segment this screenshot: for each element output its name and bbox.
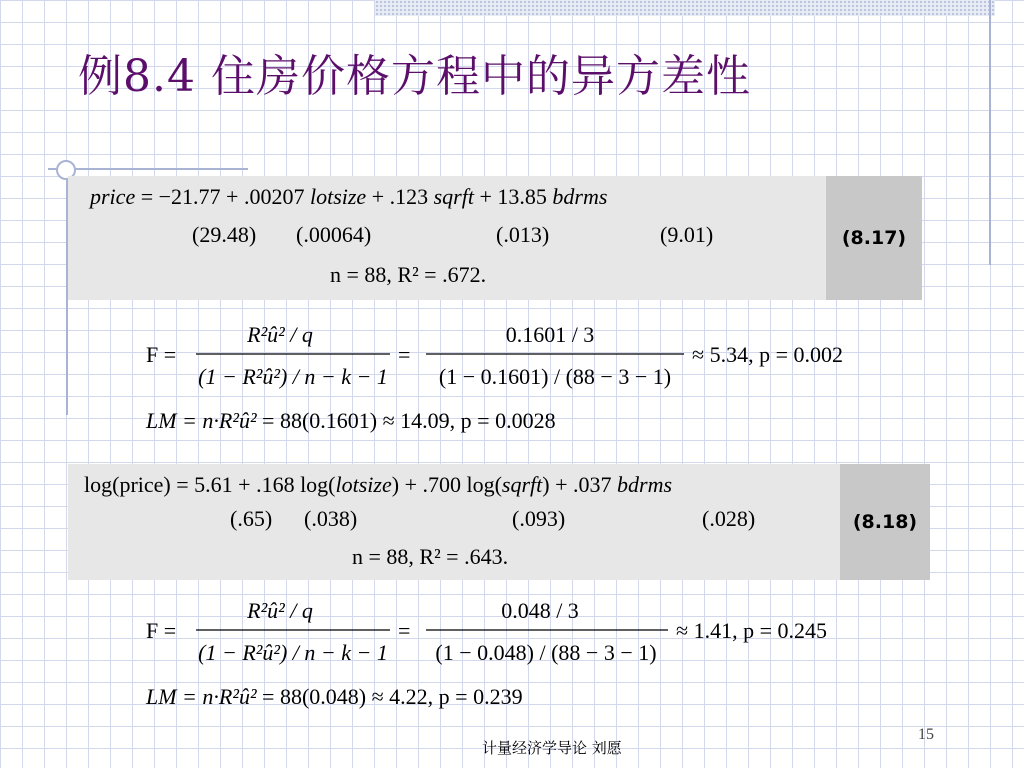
f-lhs: F = [146, 342, 177, 367]
f-lhs: F = [146, 618, 177, 643]
lm-lhs: LM = n·R²û² [146, 684, 257, 709]
f-denominator-value: (1 − 0.1601) / (88 − 3 − 1) [438, 364, 672, 389]
f-numerator-symbolic: R²û² / q [247, 598, 313, 623]
f-numerator-symbolic: R²û² / q [247, 322, 313, 347]
horizontal-decor-rule [48, 168, 248, 170]
lm-test-formula [146, 408, 556, 434]
equation-box-8-17 [68, 176, 922, 300]
footer-text: 计量经济学导论 刘愿 [482, 739, 622, 757]
lm-result: = 88(0.1601) ≈ 14.09, p = 0.0028 [262, 408, 556, 433]
equals-sign: = [398, 342, 411, 367]
regression-equation: price = −21.77 + .00207 lotsize + .123 sqrft + 13.85 bdrms [90, 184, 608, 209]
f-numerator-value: 0.1601 / 3 [505, 322, 595, 347]
standard-error: (.028) [702, 506, 756, 531]
fit-statistics: n = 88, R² = .672. [330, 262, 487, 287]
f-result: ≈ 1.41, p = 0.245 [676, 618, 827, 643]
f-result: ≈ 5.34, p = 0.002 [692, 342, 843, 367]
equation-box-8-18 [68, 464, 930, 580]
standard-error: (29.48) [192, 222, 257, 247]
dependent-variable: log(price) [84, 472, 171, 497]
slide-title: 例8.4 住房价格方程中的异方差性 [78, 51, 751, 102]
f-numerator-value: 0.048 / 3 [501, 598, 579, 623]
top-decor-band [375, 0, 995, 16]
standard-error: (.038) [304, 506, 358, 531]
fit-statistics: n = 88, R² = .643. [352, 544, 509, 569]
f-test-formula [140, 588, 920, 674]
standard-error: (9.01) [660, 222, 714, 247]
equals-sign: = [398, 618, 411, 643]
f-denominator-value: (1 − 0.048) / (88 − 3 − 1) [435, 640, 657, 665]
equation-number: (8.18) [840, 464, 930, 580]
f-denominator-symbolic: (1 − R²û²) / n − k − 1 [198, 640, 388, 665]
f-test-formula [140, 312, 920, 398]
standard-error: (.00064) [296, 222, 372, 247]
equation-number: (8.17) [826, 176, 922, 300]
lm-result: = 88(0.048) ≈ 4.22, p = 0.239 [262, 684, 523, 709]
f-denominator-symbolic: (1 − R²û²) / n − k − 1 [198, 364, 388, 389]
lm-lhs: LM = n·R²û² [146, 408, 257, 433]
page-number: 15 [918, 726, 934, 743]
standard-error: (.093) [512, 506, 566, 531]
right-decor-rule [989, 0, 991, 265]
regression-equation: log(price) = 5.61 + .168 log(lotsize) + .700 log(sqrft) + .037 bdrms [84, 472, 673, 497]
standard-error: (.65) [230, 506, 273, 531]
dependent-variable: price [90, 184, 136, 209]
standard-error: (.013) [496, 222, 550, 247]
lm-test-formula [146, 684, 523, 710]
